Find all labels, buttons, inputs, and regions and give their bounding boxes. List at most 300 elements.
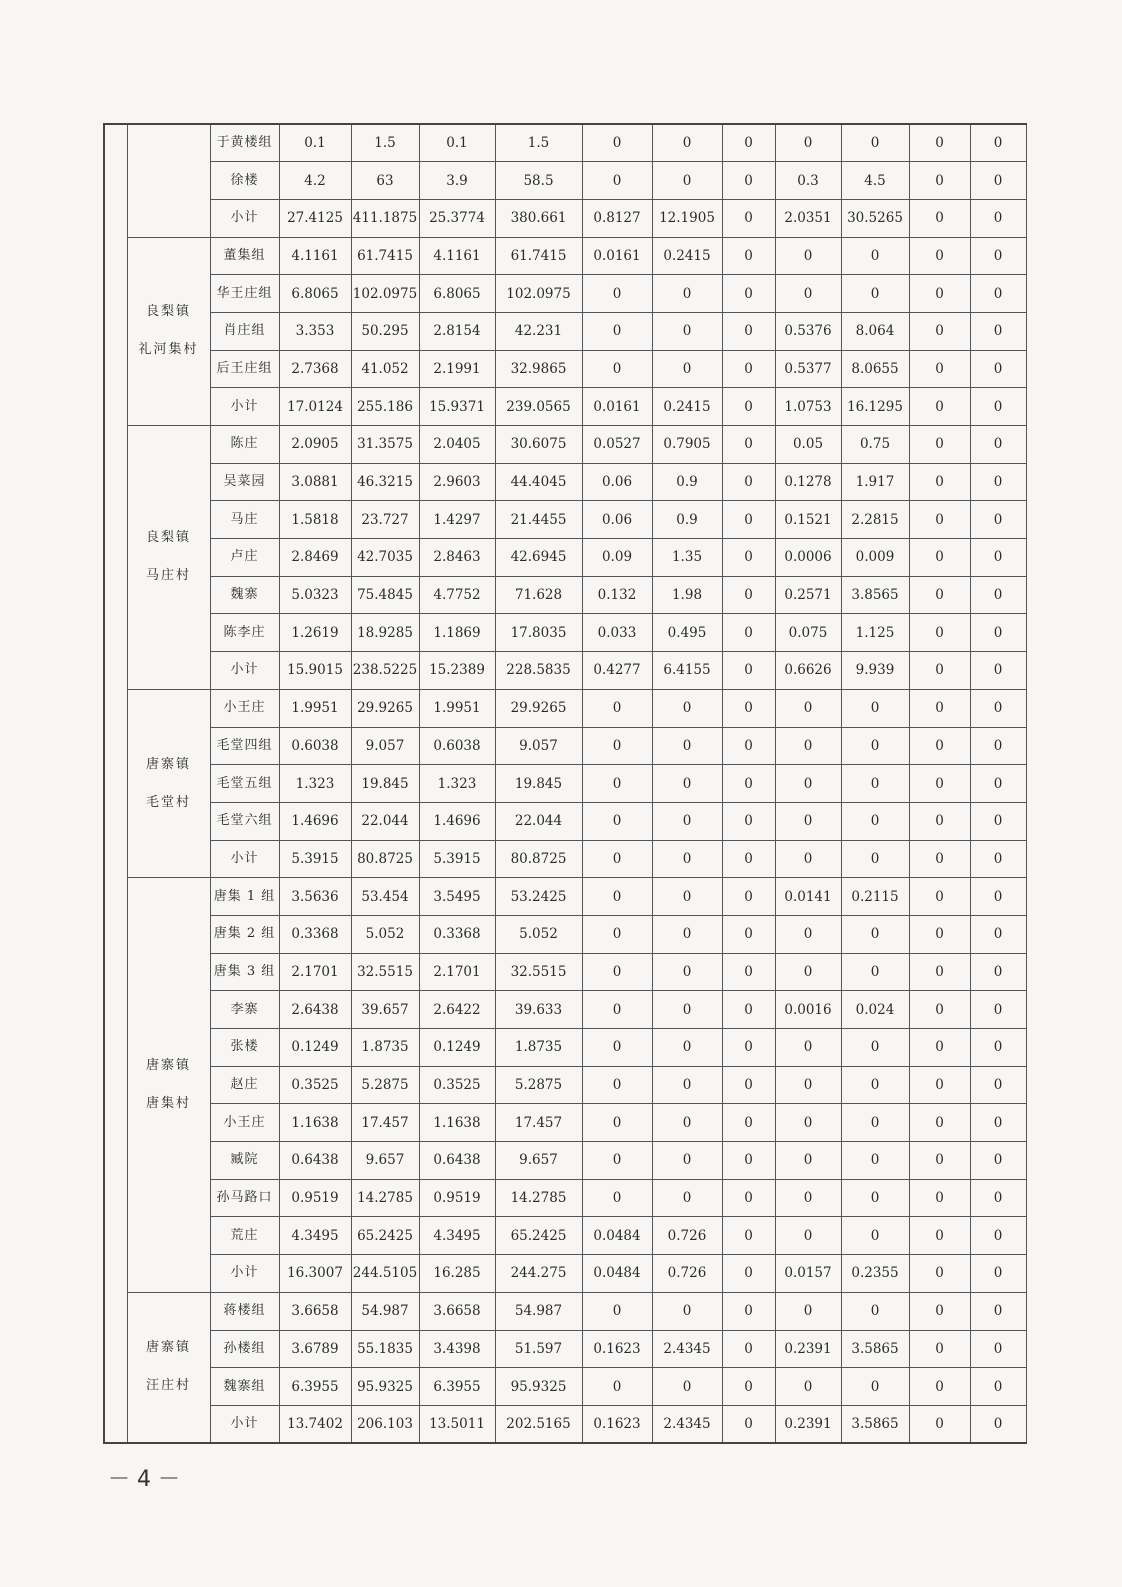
value-cell: 12.1905 xyxy=(652,199,722,237)
table-row xyxy=(104,1066,1026,1104)
subtotal-row xyxy=(104,199,1026,237)
table-row xyxy=(104,1330,1026,1368)
row-name-cell: 臧院 xyxy=(210,1142,279,1180)
value-cell: 17.0124 xyxy=(279,388,351,426)
value-cell: 255.186 xyxy=(351,388,419,426)
value-cell: 0 xyxy=(909,802,970,840)
value-cell: 0 xyxy=(652,840,722,878)
value-cell: 1.0753 xyxy=(775,388,841,426)
value-cell: 71.628 xyxy=(495,576,582,614)
value-cell: 0 xyxy=(775,124,841,162)
value-cell: 0 xyxy=(841,765,909,803)
value-cell: 0 xyxy=(970,689,1026,727)
value-cell: 0 xyxy=(582,275,652,313)
value-cell: 32.5515 xyxy=(495,953,582,991)
value-cell: 0 xyxy=(652,1066,722,1104)
value-cell: 0 xyxy=(970,1368,1026,1406)
table-row xyxy=(104,802,1026,840)
value-cell: 0 xyxy=(582,802,652,840)
subtotal-row xyxy=(104,1255,1026,1293)
value-cell: 3.6658 xyxy=(419,1292,495,1330)
value-cell: 3.353 xyxy=(279,312,351,350)
table-row xyxy=(104,953,1026,991)
value-cell: 0 xyxy=(909,539,970,577)
value-cell: 0 xyxy=(970,1405,1026,1443)
value-cell: 39.633 xyxy=(495,991,582,1029)
subtotal-row xyxy=(104,840,1026,878)
value-cell: 239.0565 xyxy=(495,388,582,426)
value-cell: 0 xyxy=(722,878,775,916)
value-cell: 3.5865 xyxy=(841,1330,909,1368)
value-cell: 2.0405 xyxy=(419,426,495,464)
value-cell: 244.5105 xyxy=(351,1255,419,1293)
value-cell: 0.009 xyxy=(841,539,909,577)
value-cell: 0 xyxy=(582,1029,652,1067)
value-cell: 3.0881 xyxy=(279,463,351,501)
group-label-cell xyxy=(127,426,210,690)
value-cell: 63 xyxy=(351,162,419,200)
value-cell: 0 xyxy=(722,614,775,652)
value-cell: 0 xyxy=(909,953,970,991)
value-cell: 0 xyxy=(722,124,775,162)
value-cell: 29.9265 xyxy=(495,689,582,727)
value-cell: 0 xyxy=(909,915,970,953)
value-cell: 13.7402 xyxy=(279,1405,351,1443)
value-cell: 0.3368 xyxy=(279,915,351,953)
value-cell: 0.0016 xyxy=(775,991,841,1029)
row-name-cell: 唐集 3 组 xyxy=(210,953,279,991)
value-cell: 95.9325 xyxy=(495,1368,582,1406)
value-cell: 0.132 xyxy=(582,576,652,614)
row-name-cell: 肖庄组 xyxy=(210,312,279,350)
value-cell: 0 xyxy=(722,162,775,200)
table-row xyxy=(104,275,1026,313)
value-cell: 0 xyxy=(722,501,775,539)
value-cell: 0 xyxy=(909,1066,970,1104)
value-cell: 0 xyxy=(722,1029,775,1067)
value-cell: 65.2425 xyxy=(495,1217,582,1255)
value-cell: 0 xyxy=(722,765,775,803)
value-cell: 0 xyxy=(722,727,775,765)
value-cell: 0 xyxy=(970,162,1026,200)
table-row xyxy=(104,915,1026,953)
value-cell: 0.9519 xyxy=(279,1179,351,1217)
value-cell: 2.7368 xyxy=(279,350,351,388)
value-cell: 0 xyxy=(841,689,909,727)
row-name-cell: 小计 xyxy=(210,388,279,426)
value-cell: 17.8035 xyxy=(495,614,582,652)
row-name-cell: 蒋楼组 xyxy=(210,1292,279,1330)
value-cell: 0 xyxy=(909,878,970,916)
row-name-cell: 小计 xyxy=(210,652,279,690)
value-cell: 0 xyxy=(582,1066,652,1104)
value-cell: 3.8565 xyxy=(841,576,909,614)
value-cell: 1.98 xyxy=(652,576,722,614)
value-cell: 0 xyxy=(722,350,775,388)
value-cell: 0 xyxy=(722,953,775,991)
value-cell: 5.052 xyxy=(495,915,582,953)
value-cell: 44.4045 xyxy=(495,463,582,501)
group-label-cell xyxy=(127,124,210,237)
value-cell: 0 xyxy=(775,1368,841,1406)
value-cell: 1.5 xyxy=(495,124,582,162)
row-name-cell: 于黄楼组 xyxy=(210,124,279,162)
value-cell: 0 xyxy=(909,199,970,237)
value-cell: 0 xyxy=(722,991,775,1029)
value-cell: 0.0161 xyxy=(582,237,652,275)
group-label-line: 良梨镇 xyxy=(145,304,191,320)
value-cell: 0.0141 xyxy=(775,878,841,916)
value-cell: 0 xyxy=(909,237,970,275)
value-cell: 0 xyxy=(909,1292,970,1330)
value-cell: 0 xyxy=(582,1368,652,1406)
table-row xyxy=(104,689,1026,727)
value-cell: 102.0975 xyxy=(495,275,582,313)
value-cell: 0 xyxy=(775,689,841,727)
value-cell: 0 xyxy=(841,802,909,840)
value-cell: 6.8065 xyxy=(279,275,351,313)
value-cell: 0.09 xyxy=(582,539,652,577)
table-row xyxy=(104,576,1026,614)
value-cell: 0 xyxy=(652,1142,722,1180)
value-cell: 0 xyxy=(582,124,652,162)
value-cell: 2.8154 xyxy=(419,312,495,350)
value-cell: 2.4345 xyxy=(652,1405,722,1443)
value-cell: 0 xyxy=(909,991,970,1029)
value-cell: 0 xyxy=(582,1142,652,1180)
value-cell: 3.4398 xyxy=(419,1330,495,1368)
value-cell: 0 xyxy=(909,312,970,350)
subtotal-row xyxy=(104,1405,1026,1443)
value-cell: 0 xyxy=(970,463,1026,501)
row-name-cell: 唐集 2 组 xyxy=(210,915,279,953)
value-cell: 39.657 xyxy=(351,991,419,1029)
value-cell: 5.3915 xyxy=(419,840,495,878)
value-cell: 0 xyxy=(652,1029,722,1067)
value-cell: 0 xyxy=(652,915,722,953)
value-cell: 0 xyxy=(909,388,970,426)
value-cell: 0 xyxy=(722,237,775,275)
value-cell: 0 xyxy=(909,1142,970,1180)
value-cell: 0.6626 xyxy=(775,652,841,690)
value-cell: 0 xyxy=(909,840,970,878)
value-cell: 0.075 xyxy=(775,614,841,652)
value-cell: 0 xyxy=(652,124,722,162)
value-cell: 3.6658 xyxy=(279,1292,351,1330)
value-cell: 6.8065 xyxy=(419,275,495,313)
value-cell: 0.05 xyxy=(775,426,841,464)
row-name-cell: 李寨 xyxy=(210,991,279,1029)
value-cell: 0.495 xyxy=(652,614,722,652)
value-cell: 0 xyxy=(841,1292,909,1330)
value-cell: 0 xyxy=(722,915,775,953)
value-cell: 32.9865 xyxy=(495,350,582,388)
value-cell: 0 xyxy=(775,275,841,313)
group-label-cell xyxy=(127,1292,210,1443)
value-cell: 51.597 xyxy=(495,1330,582,1368)
row-name-cell: 毛堂四组 xyxy=(210,727,279,765)
value-cell: 1.5 xyxy=(351,124,419,162)
value-cell: 65.2425 xyxy=(351,1217,419,1255)
value-cell: 0.3525 xyxy=(279,1066,351,1104)
value-cell: 4.1161 xyxy=(419,237,495,275)
value-cell: 0 xyxy=(722,689,775,727)
value-cell: 0 xyxy=(652,953,722,991)
value-cell: 0.0006 xyxy=(775,539,841,577)
table-row xyxy=(104,1292,1026,1330)
value-cell: 380.661 xyxy=(495,199,582,237)
value-cell: 0 xyxy=(775,237,841,275)
value-cell: 0.1623 xyxy=(582,1405,652,1443)
value-cell: 41.052 xyxy=(351,350,419,388)
value-cell: 0 xyxy=(775,1217,841,1255)
table-row xyxy=(104,991,1026,1029)
value-cell: 0 xyxy=(841,1066,909,1104)
value-cell: 42.231 xyxy=(495,312,582,350)
value-cell: 75.4845 xyxy=(351,576,419,614)
value-cell: 2.6422 xyxy=(419,991,495,1029)
value-cell: 0 xyxy=(722,1217,775,1255)
value-cell: 0 xyxy=(909,1029,970,1067)
value-cell: 42.6945 xyxy=(495,539,582,577)
value-cell: 5.0323 xyxy=(279,576,351,614)
value-cell: 23.727 xyxy=(351,501,419,539)
table-row xyxy=(104,1029,1026,1067)
value-cell: 0 xyxy=(582,953,652,991)
group-label-line: 唐集村 xyxy=(145,1096,191,1112)
value-cell: 30.5265 xyxy=(841,199,909,237)
value-cell: 0 xyxy=(582,765,652,803)
value-cell: 2.1991 xyxy=(419,350,495,388)
table-row xyxy=(104,614,1026,652)
value-cell: 0 xyxy=(909,162,970,200)
value-cell: 3.6789 xyxy=(279,1330,351,1368)
value-cell: 0.06 xyxy=(582,463,652,501)
value-cell: 0 xyxy=(652,689,722,727)
value-cell: 0 xyxy=(841,1142,909,1180)
value-cell: 9.057 xyxy=(495,727,582,765)
value-cell: 0 xyxy=(722,1142,775,1180)
value-cell: 0 xyxy=(970,840,1026,878)
value-cell: 0.0484 xyxy=(582,1255,652,1293)
value-cell: 0 xyxy=(909,1179,970,1217)
value-cell: 46.3215 xyxy=(351,463,419,501)
table-row xyxy=(104,1217,1026,1255)
value-cell: 0 xyxy=(970,350,1026,388)
row-name-cell: 唐集 1 组 xyxy=(210,878,279,916)
value-cell: 0.9 xyxy=(652,463,722,501)
value-cell: 0.1 xyxy=(279,124,351,162)
value-cell: 2.8469 xyxy=(279,539,351,577)
row-name-cell: 小计 xyxy=(210,1255,279,1293)
value-cell: 4.3495 xyxy=(279,1217,351,1255)
value-cell: 0 xyxy=(909,124,970,162)
value-cell: 15.9015 xyxy=(279,652,351,690)
value-cell: 0 xyxy=(582,312,652,350)
value-cell: 0 xyxy=(722,1104,775,1142)
value-cell: 0 xyxy=(582,727,652,765)
value-cell: 0.5377 xyxy=(775,350,841,388)
value-cell: 25.3774 xyxy=(419,199,495,237)
value-cell: 0 xyxy=(909,765,970,803)
value-cell: 0 xyxy=(909,1217,970,1255)
value-cell: 5.052 xyxy=(351,915,419,953)
value-cell: 0 xyxy=(970,652,1026,690)
value-cell: 0 xyxy=(722,312,775,350)
row-name-cell: 后王庄组 xyxy=(210,350,279,388)
value-cell: 0 xyxy=(970,1217,1026,1255)
value-cell: 0 xyxy=(841,840,909,878)
value-cell: 0.024 xyxy=(841,991,909,1029)
value-cell: 80.8725 xyxy=(495,840,582,878)
group-label-line: 唐寨镇 xyxy=(145,756,191,772)
value-cell: 0.3525 xyxy=(419,1066,495,1104)
value-cell: 0.5376 xyxy=(775,312,841,350)
value-cell: 0.6438 xyxy=(419,1142,495,1180)
value-cell: 0 xyxy=(775,1292,841,1330)
value-cell: 0.2115 xyxy=(841,878,909,916)
value-cell: 0 xyxy=(970,388,1026,426)
value-cell: 0.4277 xyxy=(582,652,652,690)
row-name-cell: 孙马路口 xyxy=(210,1179,279,1217)
row-name-cell: 毛堂五组 xyxy=(210,765,279,803)
value-cell: 0 xyxy=(775,915,841,953)
value-cell: 0 xyxy=(652,1104,722,1142)
value-cell: 54.987 xyxy=(351,1292,419,1330)
value-cell: 22.044 xyxy=(495,802,582,840)
value-cell: 0 xyxy=(582,840,652,878)
value-cell: 0 xyxy=(722,1066,775,1104)
value-cell: 9.657 xyxy=(351,1142,419,1180)
table-row xyxy=(104,765,1026,803)
table-row xyxy=(104,162,1026,200)
value-cell: 50.295 xyxy=(351,312,419,350)
value-cell: 0 xyxy=(909,350,970,388)
value-cell: 0 xyxy=(970,237,1026,275)
value-cell: 0 xyxy=(909,727,970,765)
table-row xyxy=(104,463,1026,501)
row-name-cell: 马庄 xyxy=(210,501,279,539)
value-cell: 61.7415 xyxy=(351,237,419,275)
row-name-cell: 陈李庄 xyxy=(210,614,279,652)
row-name-cell: 徐楼 xyxy=(210,162,279,200)
value-cell: 0 xyxy=(970,1255,1026,1293)
value-cell: 1.4696 xyxy=(419,802,495,840)
value-cell: 0 xyxy=(652,878,722,916)
value-cell: 0 xyxy=(841,1104,909,1142)
value-cell: 0 xyxy=(970,802,1026,840)
value-cell: 0 xyxy=(582,1179,652,1217)
value-cell: 0 xyxy=(722,199,775,237)
value-cell: 0.1278 xyxy=(775,463,841,501)
value-cell: 0 xyxy=(841,124,909,162)
value-cell: 15.9371 xyxy=(419,388,495,426)
value-cell: 2.2815 xyxy=(841,501,909,539)
value-cell: 1.5818 xyxy=(279,501,351,539)
value-cell: 0 xyxy=(722,539,775,577)
value-cell: 0 xyxy=(970,991,1026,1029)
value-cell: 0 xyxy=(722,1405,775,1443)
value-cell: 2.1701 xyxy=(279,953,351,991)
value-cell: 4.3495 xyxy=(419,1217,495,1255)
value-cell: 0.3368 xyxy=(419,915,495,953)
value-cell: 0 xyxy=(582,350,652,388)
value-cell: 0.2571 xyxy=(775,576,841,614)
value-cell: 0 xyxy=(722,802,775,840)
value-cell: 0 xyxy=(775,1179,841,1217)
value-cell: 3.5495 xyxy=(419,878,495,916)
group-label-cell xyxy=(127,689,210,877)
value-cell: 0 xyxy=(722,576,775,614)
value-cell: 1.9951 xyxy=(279,689,351,727)
row-name-cell: 孙楼组 xyxy=(210,1330,279,1368)
value-cell: 0.2415 xyxy=(652,237,722,275)
value-cell: 0 xyxy=(970,765,1026,803)
value-cell: 0 xyxy=(582,991,652,1029)
value-cell: 0 xyxy=(970,1330,1026,1368)
value-cell: 27.4125 xyxy=(279,199,351,237)
value-cell: 16.285 xyxy=(419,1255,495,1293)
value-cell: 1.8735 xyxy=(495,1029,582,1067)
value-cell: 1.323 xyxy=(419,765,495,803)
value-cell: 58.5 xyxy=(495,162,582,200)
value-cell: 1.917 xyxy=(841,463,909,501)
value-cell: 2.0905 xyxy=(279,426,351,464)
row-name-cell: 魏寨 xyxy=(210,576,279,614)
value-cell: 2.8463 xyxy=(419,539,495,577)
value-cell: 0 xyxy=(909,1330,970,1368)
value-cell: 8.0655 xyxy=(841,350,909,388)
value-cell: 4.5 xyxy=(841,162,909,200)
value-cell: 0 xyxy=(582,689,652,727)
value-cell: 0.1623 xyxy=(582,1330,652,1368)
value-cell: 0 xyxy=(722,1179,775,1217)
value-cell: 0 xyxy=(970,199,1026,237)
value-cell: 0 xyxy=(909,614,970,652)
value-cell: 0.726 xyxy=(652,1217,722,1255)
value-cell: 0 xyxy=(909,463,970,501)
value-cell: 0 xyxy=(909,426,970,464)
value-cell: 1.4696 xyxy=(279,802,351,840)
value-cell: 244.275 xyxy=(495,1255,582,1293)
value-cell: 0 xyxy=(909,1104,970,1142)
table-row xyxy=(104,237,1026,275)
value-cell: 22.044 xyxy=(351,802,419,840)
value-cell: 5.2875 xyxy=(495,1066,582,1104)
value-cell: 16.1295 xyxy=(841,388,909,426)
value-cell: 0 xyxy=(722,463,775,501)
value-cell: 3.5636 xyxy=(279,878,351,916)
table-row xyxy=(104,1104,1026,1142)
group-label-line: 礼河集村 xyxy=(138,342,199,358)
value-cell: 0.033 xyxy=(582,614,652,652)
value-cell: 0.1249 xyxy=(419,1029,495,1067)
value-cell: 1.4297 xyxy=(419,501,495,539)
value-cell: 0 xyxy=(841,275,909,313)
row-name-cell: 卢庄 xyxy=(210,539,279,577)
value-cell: 1.1869 xyxy=(419,614,495,652)
value-cell: 5.3915 xyxy=(279,840,351,878)
group-label-line: 良梨镇 xyxy=(145,530,191,546)
value-cell: 0 xyxy=(652,727,722,765)
value-cell: 0 xyxy=(722,840,775,878)
row-name-cell: 荒庄 xyxy=(210,1217,279,1255)
value-cell: 1.1638 xyxy=(419,1104,495,1142)
value-cell: 0 xyxy=(909,501,970,539)
value-cell: 0 xyxy=(970,1179,1026,1217)
value-cell: 0.75 xyxy=(841,426,909,464)
value-cell: 42.7035 xyxy=(351,539,419,577)
